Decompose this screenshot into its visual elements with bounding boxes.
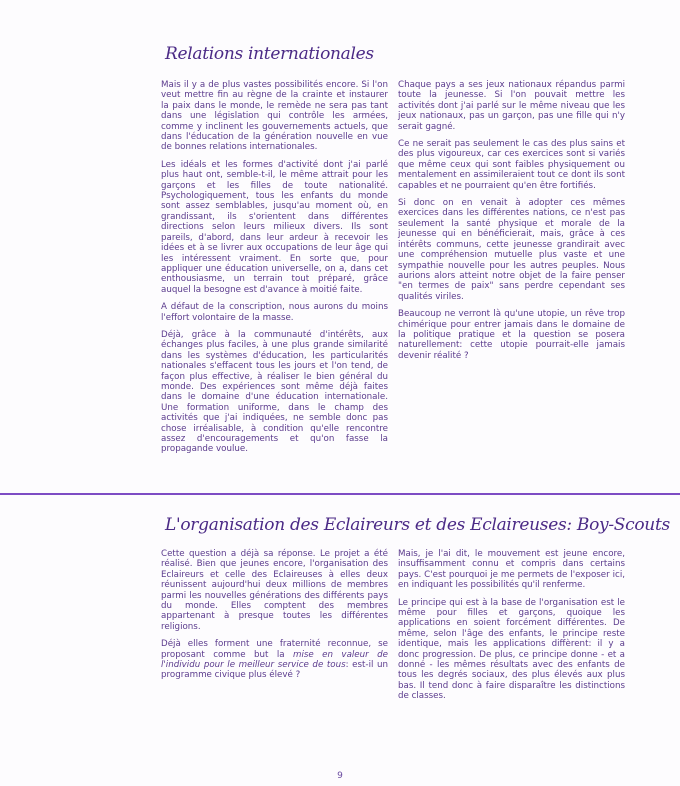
paragraph: Mais, je l'ai dit, le mouvement est jeune encore, insuffisamment connu et compris dans certains pays. C'est pourquoi je me permets de l'exposer ici, en indiquant les possibilités qu'il renferme.	[398, 549, 625, 591]
paragraph: Les idéals et les formes d'activité dont j'ai parlé plus haut ont, semble-t-il, le même attrait pour les garçons et les filles de toute nationalité. Psychologiquement, tous les enfants du monde sont assez semblables, jusqu'au moment où, en grandissant, ils s'orientent dans différentes directions selon leurs milieux divers. Ils sont pareils, d'abord, dans leur ardeur à recevoir les idées et à se livrer aux occupations de leur âge qui les intéressent vraiment. En sorte que, pour appliquer une éducation universelle, on a, dans cet enthousiasme, un terrain tout préparé, grâce auquel la besogne est d'avance à moitié faite.	[161, 159, 388, 295]
paragraph	[161, 639, 388, 681]
italic-phrase: mise en valeur de l'individu pour le meilleur service de tous	[161, 649, 389, 671]
text-run: Déjà elles forment une fraternité reconnue, se proposant comme but la	[161, 639, 388, 660]
paragraph: Chaque pays a ses jeux nationaux répandus parmi toute la jeunesse. Si l'on pouvait mettre les activités dont j'ai parlé sur le même niveau que les jeux nationaux, pas un garçon, pas une fille qui n'y serait gagné.	[398, 80, 625, 132]
paragraph: Ce ne serait pas seulement le cas des plus sains et des plus vigoureux, car ces exercices sont si variés que même ceux qui sont faibles physiquement ou mentalement en assimileraient tout ce dont ils sont capables et ne pourraient qu'en être fortifiés.	[398, 139, 625, 191]
paragraph: Si donc on en venait à adopter ces mêmes exercices dans les différentes nations, ce n'est pas seulement la santé physique et morale de la jeunesse qui en bénéficierait, mais, grâce à ces intérêts communs, cette jeunesse grandirait avec une compréhension mutuelle plus vaste et une sympathie nouvelle pour les autres peuples. Nous aurions alors atteint notre objet de la faire penser "en termes de paix" sans perdre cependant ses qualités viriles.	[398, 198, 625, 302]
paragraph: Mais il y a de plus vastes possibilités encore. Si l'on veut mettre fin au règne de la crainte et instaurer la paix dans le monde, le remède ne sera pas tant dans une législation qui contrôle les armées, comme y inclinent les gouvernements actuels, que dans l'éducation de la génération nouvelle en vue de bonnes relations internationales.	[161, 80, 388, 153]
column-2-right	[398, 549, 625, 709]
paragraph: A défaut de la conscription, nous aurons du moins l'effort volontaire de la masse.	[161, 302, 388, 323]
paragraph: Déjà, grâce à la communauté d'intérêts, aux échanges plus faciles, à une plus grande similarité dans les systèmes d'éducation, les particularités nationales s'effacent tous les jours et l'on tend, de façon plus effective, à réaliser le bien général du monde. Des expériences sont même déjà faites dans le domaine d'une éducation internationale. Une formation uniforme, dans le champ des activités que j'ai indiquées, ne semble donc pas chose irréalisable, à condition qu'elle rencontre assez d'encouragements et qu'on fasse la propagande voulue.	[161, 329, 388, 455]
section-title-organisation: L'organisation des Eclaireurs et des Eclaireuses: Boy-Scouts	[165, 515, 670, 535]
paragraph: Beaucoup ne verront là qu'une utopie, un rêve trop chimérique pour entrer jamais dans le domaine de la politique pratique et la question se posera naturellement: cette utopie pourrait-elle jamais devenir réalité ?	[398, 309, 625, 361]
paragraph: Cette question a déjà sa réponse. Le projet a été réalisé. Bien que jeunes encore, l'organisation des Eclaireurs et celle des Eclaireuses à elles deux réunissent aujourd'hui deux millions de membres parmi les nouvelles générations des différents pays du monde. Elles comptent des membres appartenant à presque toutes les différentes religions.	[161, 549, 388, 632]
paragraph: Le principe qui est à la base de l'organisation est le même pour filles et garçons, quoique les applications en soient forcément différentes. De même, selon l'âge des enfants, le principe reste identique, mais les applications diffèrent: il y a donc progression. De plus, ce principe donne - et a donné - les mêmes résultats avec des enfants de tous les degrés sociaux, des plus élevés aux plus bas. Il tend donc à faire disparaître les distinctions de classes.	[398, 597, 625, 702]
page-number: 9	[337, 771, 343, 781]
column-1-right	[398, 80, 625, 368]
column-2-left	[161, 549, 388, 688]
section-title-relations: Relations internationales	[165, 44, 374, 64]
section-divider	[0, 493, 680, 495]
text-run: : est-il un programme civique plus élevé ?	[161, 660, 388, 681]
column-1-left	[161, 80, 388, 462]
